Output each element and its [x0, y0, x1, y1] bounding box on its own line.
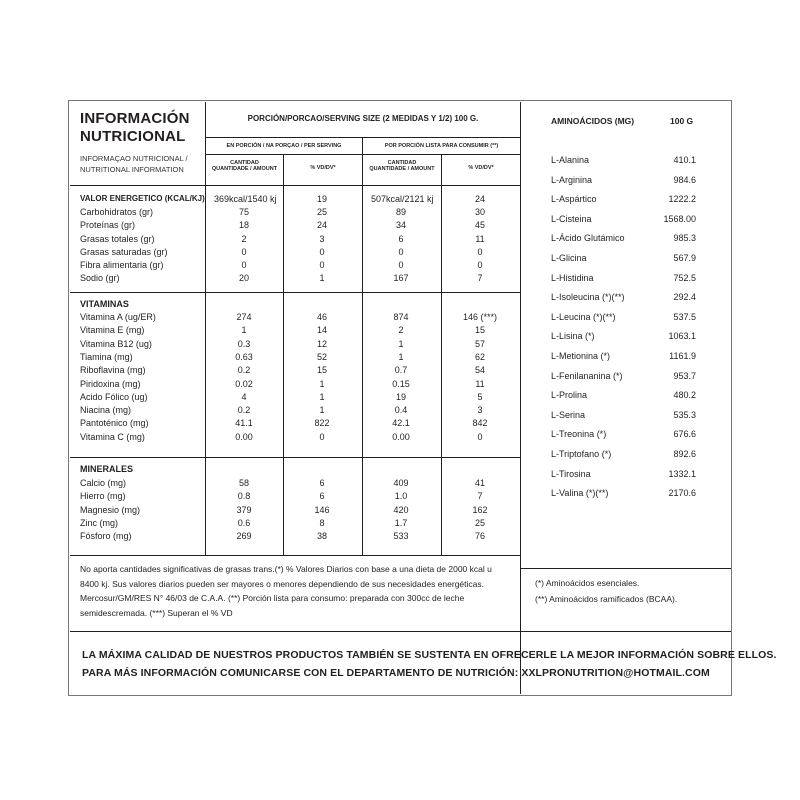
per-serving-header: EN PORCIÓN / NA PORÇAO / PER SERVING: [226, 143, 342, 149]
amount-per-serving: 2: [241, 233, 247, 244]
qty-header-line2: QUANTIDADE / AMOUNT: [211, 166, 278, 173]
amino-name: L-Tirosina: [551, 468, 591, 479]
nutrient-name: Acido Fólico (ug): [80, 391, 148, 402]
amino-value: 1332.1: [668, 468, 696, 479]
amino-value: 752.5: [673, 272, 696, 283]
vd-ready: 842: [472, 418, 488, 429]
amino-value: 953.7: [673, 370, 696, 381]
ready-qty-header: [363, 160, 441, 173]
table-divider: [362, 138, 363, 555]
vd-per-serving: 1: [319, 405, 325, 416]
amount-ready: 1: [398, 351, 404, 362]
nutrient-name: VALOR ENERGETICO (KCAL/KJ): [80, 194, 205, 203]
amount-ready: 0.7: [394, 365, 408, 376]
amount-per-serving: 0.2: [237, 405, 251, 416]
amino-value: 1568.00: [663, 213, 696, 224]
vd-ready: 76: [474, 531, 485, 542]
amino-value: 410.1: [673, 155, 696, 165]
ready-to-consume-header: POR PORCIÓN LISTA PARA CONSUMIR (**): [384, 143, 499, 149]
vd-ready: 62: [474, 351, 485, 362]
table-rule: [70, 631, 731, 632]
nutrient-name: Fibra alimentaria (gr): [80, 260, 164, 270]
amino-name: L-Triptofano (*): [551, 449, 612, 459]
vd-ready: 41: [474, 478, 485, 488]
amount-ready: 409: [393, 478, 409, 488]
vd-per-serving: 0: [319, 246, 325, 257]
vd-ready: 5: [477, 391, 483, 402]
amino-name: L-Valina (*)(**): [551, 488, 609, 499]
amount-per-serving: 75: [238, 207, 249, 218]
amino-value: 984.6: [673, 174, 696, 185]
table-divider: [520, 102, 521, 694]
amino-value: 537.5: [673, 311, 696, 322]
vd-per-serving: 146: [314, 504, 330, 515]
amount-ready: 0: [398, 246, 404, 257]
nutrient-name: Vitamina A (ug/ER): [80, 312, 156, 322]
table-rule: [70, 555, 520, 556]
nutrient-name: Grasas saturadas (gr): [80, 246, 168, 257]
vd-ready: 25: [474, 517, 485, 528]
amount-per-serving: 0.3: [237, 338, 251, 349]
nutrient-name: Vitamina E (mg): [80, 325, 145, 336]
amino-name: L-Prolina: [551, 390, 588, 401]
label-subtitle-line1: INFORMAÇAO NUTRICIONAL /: [80, 154, 188, 163]
amount-ready: 1.7: [394, 517, 408, 528]
vd-ready: 45: [474, 220, 485, 231]
vd-per-serving: 6: [319, 478, 325, 488]
amino-name: L-Alanina: [551, 155, 590, 165]
amino-name: L-Aspártico: [551, 194, 597, 205]
vd-per-serving: 14: [316, 325, 327, 336]
amount-ready: 89: [395, 207, 406, 218]
nutrient-name: Sodio (gr): [80, 273, 120, 284]
amount-per-serving: 1: [241, 325, 247, 336]
ready-vd-header: % VD/DV*: [468, 165, 494, 171]
amount-ready: 0.4: [394, 405, 408, 416]
vd-per-serving: 6: [319, 491, 325, 502]
amino-name: L-Isoleucina (*)(**): [551, 292, 625, 303]
amino-header-value: 100 G: [670, 116, 694, 126]
amount-ready: 2: [398, 325, 404, 336]
vd-per-serving: 3: [319, 233, 325, 244]
label-subtitle-line2: NUTRITIONAL INFORMATION: [80, 165, 184, 174]
amino-value: 1222.2: [668, 194, 696, 205]
amino-value: 2170.6: [668, 488, 696, 499]
vd-per-serving: 24: [316, 220, 327, 231]
vd-ready: 54: [474, 365, 485, 376]
nutrient-name: Fósforo (mg): [80, 531, 132, 542]
amount-ready: 6: [398, 233, 404, 244]
vd-per-serving: 38: [316, 531, 327, 542]
amino-header-name: AMINOÁCIDOS (MG): [551, 116, 635, 126]
minerals-heading: MINERALES: [80, 464, 134, 474]
nutrient-name: Proteínas (gr): [80, 220, 136, 231]
amount-per-serving: 274: [236, 312, 252, 322]
amount-ready: 1: [398, 338, 404, 349]
amount-per-serving: 18: [238, 220, 249, 231]
vd-per-serving: 12: [316, 338, 327, 349]
nutrient-name: Carbohidratos (gr): [80, 207, 154, 218]
amount-per-serving: 0.02: [235, 378, 253, 389]
amount-ready: 34: [395, 220, 406, 231]
vd-ready: 7: [477, 491, 483, 502]
amount-per-serving: 58: [238, 478, 249, 488]
amino-name: L-Arginina: [551, 174, 593, 185]
nutrient-name: Riboflavina (mg): [80, 365, 146, 376]
vd-ready: 11: [475, 378, 485, 389]
vd-per-serving: 0: [319, 260, 325, 270]
ready-qty-header-line2: QUANTIDADE / AMOUNT: [369, 166, 435, 173]
vd-ready: 0: [477, 431, 483, 442]
amount-ready: 19: [395, 391, 406, 402]
ready-qty-header-line1: CANTIDAD: [387, 160, 417, 166]
amount-per-serving: 0.6: [237, 517, 251, 528]
vd-ready: 0: [477, 246, 483, 257]
amino-name: L-Fenilananina (*): [551, 370, 623, 381]
amount-per-serving: 41.1: [235, 418, 253, 429]
nutrient-name: Niacina (mg): [80, 405, 132, 416]
amount-ready: 1.0: [394, 491, 408, 502]
amino-name: L-Histidina: [551, 272, 594, 283]
bottom-statement-line1: LA MÁXIMA CALIDAD DE NUESTROS PRODUCTOS TAMBIÉN SE SUSTENTA EN OFRECERLE LA MEJOR INFORMACIÓN SOBRE ELLOS.: [82, 649, 777, 661]
vd-per-serving: 15: [316, 365, 327, 376]
table-divider: [441, 155, 442, 555]
amino-name: L-Leucina (*)(**): [551, 311, 616, 322]
amino-value: 1063.1: [668, 331, 696, 342]
vd-per-serving: 1: [319, 378, 325, 389]
amino-note-bcaa: (**) Aminoácidos ramificados (BCAA).: [535, 594, 678, 604]
amount-ready: 507kcal/2121 kj: [371, 194, 434, 204]
amount-per-serving: 0.00: [235, 431, 253, 442]
nutrient-name: Tiamina (mg): [80, 351, 133, 362]
amino-value: 676.6: [673, 429, 696, 440]
amino-value: 985.3: [673, 233, 696, 244]
vd-header: % VD/DV*: [310, 165, 336, 171]
table-divider: [283, 155, 284, 555]
vd-per-serving: 822: [314, 418, 330, 429]
nutrient-name: Magnesio (mg): [80, 504, 141, 515]
label-title-line1: INFORMACIÓN: [80, 110, 190, 127]
amount-ready: 0.15: [392, 378, 410, 389]
amount-per-serving: 0.63: [235, 351, 253, 362]
nutrient-name: Vitamina B12 (ug): [80, 338, 152, 349]
table-rule: [205, 137, 520, 138]
nutrient-name: Pantoténico (mg): [80, 418, 149, 429]
nutrient-name: Vitamina C (mg): [80, 431, 145, 442]
vd-ready: 7: [477, 273, 483, 284]
amount-ready: 0.00: [392, 431, 410, 442]
amount-ready: 874: [393, 312, 409, 322]
amount-ready: 420: [393, 504, 409, 515]
qty-header-line1: CANTIDAD: [230, 160, 259, 166]
vd-ready: 11: [475, 233, 485, 244]
amino-value: 892.6: [673, 449, 696, 459]
amino-value: 535.3: [673, 409, 696, 420]
nutrient-name: Zinc (mg): [80, 517, 118, 528]
vd-per-serving: 46: [316, 312, 327, 322]
amount-per-serving: 0: [241, 246, 247, 257]
vd-ready: 30: [474, 207, 485, 218]
amount-per-serving: 369kcal/1540 kj: [214, 194, 277, 204]
amount-per-serving: 0: [241, 260, 247, 270]
vd-per-serving: 19: [316, 194, 327, 204]
nutrient-name: Piridoxina (mg): [80, 378, 141, 389]
vd-per-serving: 52: [316, 351, 327, 362]
amino-note-essential: (*) Aminoácidos esenciales.: [535, 578, 640, 588]
amount-per-serving: 379: [236, 504, 252, 515]
vd-per-serving: 25: [316, 207, 327, 218]
amino-name: L-Ácido Glutámico: [551, 233, 625, 244]
amount-per-serving: 0.2: [237, 365, 251, 376]
vitamins-heading: VITAMINAS: [80, 299, 129, 309]
amino-value: 567.9: [673, 253, 696, 263]
table-rule: [70, 457, 520, 458]
nutrient-name: Hierro (mg): [80, 491, 126, 502]
vd-ready: 57: [474, 338, 485, 349]
vd-ready: 3: [477, 405, 483, 416]
amount-per-serving: 20: [238, 273, 249, 284]
nutrient-name: Calcio (mg): [80, 478, 127, 488]
table-rule: [70, 292, 520, 293]
amino-value: 480.2: [673, 390, 696, 401]
vd-ready: 24: [474, 194, 485, 204]
amino-value: 1161.9: [669, 351, 696, 361]
serving-size-header: PORCIÓN/PORCAO/SERVING SIZE (2 MEDIDAS Y 1/2) 100 G.: [247, 114, 479, 123]
amount-ready: 0: [398, 260, 404, 270]
amino-name: L-Lisina (*): [551, 331, 595, 342]
amino-name: L-Treonina (*): [551, 429, 607, 440]
amount-per-serving: 4: [241, 391, 247, 402]
amino-name: L-Glicina: [551, 253, 587, 263]
vd-per-serving: 8: [319, 517, 325, 528]
vd-ready: 162: [472, 504, 488, 515]
table-rule: [70, 185, 520, 186]
footnote: No aporta cantidades significativas de grasas trans.(*) % Valores Diarios con base a una dieta de 2000 kcal u 8400 kj. Sus valores diarios pueden ser mayores o menores dependiendo de sus necesidades energéticas. Mercosur/GM/RES N° 46/03 de C.A.A. (**) Porción lista para consumo: preparada con 300cc de leche semidescremada. (***) Superan el % VD: [80, 564, 492, 618]
amount-per-serving: 269: [236, 531, 252, 542]
table-rule: [521, 568, 731, 569]
amount-ready: 42.1: [392, 418, 410, 429]
vd-per-serving: 1: [319, 273, 325, 284]
amino-value: 292.4: [673, 292, 696, 303]
amount-per-serving: 0.8: [237, 491, 251, 502]
vd-per-serving: 0: [319, 431, 325, 442]
amino-name: L-Metionina (*): [551, 351, 611, 361]
amino-name: L-Serina: [551, 409, 586, 420]
bottom-statement-line2: PARA MÁS INFORMACIÓN COMUNICARSE CON EL DEPARTAMENTO DE NUTRICIÓN: XXLPRONUTRITION@HOTMAIL.COM: [82, 667, 710, 679]
qty-header: [206, 160, 283, 173]
amount-ready: 167: [393, 273, 409, 284]
vd-ready: 146 (***): [462, 312, 498, 322]
amount-ready: 533: [393, 531, 409, 542]
amino-name: L-Cisteina: [551, 213, 592, 224]
vd-per-serving: 1: [319, 391, 325, 402]
nutrient-name: Grasas totales (gr): [80, 233, 155, 244]
vd-ready: 0: [477, 260, 483, 270]
vd-ready: 15: [474, 325, 485, 336]
table-rule: [205, 154, 520, 155]
label-title-line2: NUTRICIONAL: [80, 128, 186, 145]
